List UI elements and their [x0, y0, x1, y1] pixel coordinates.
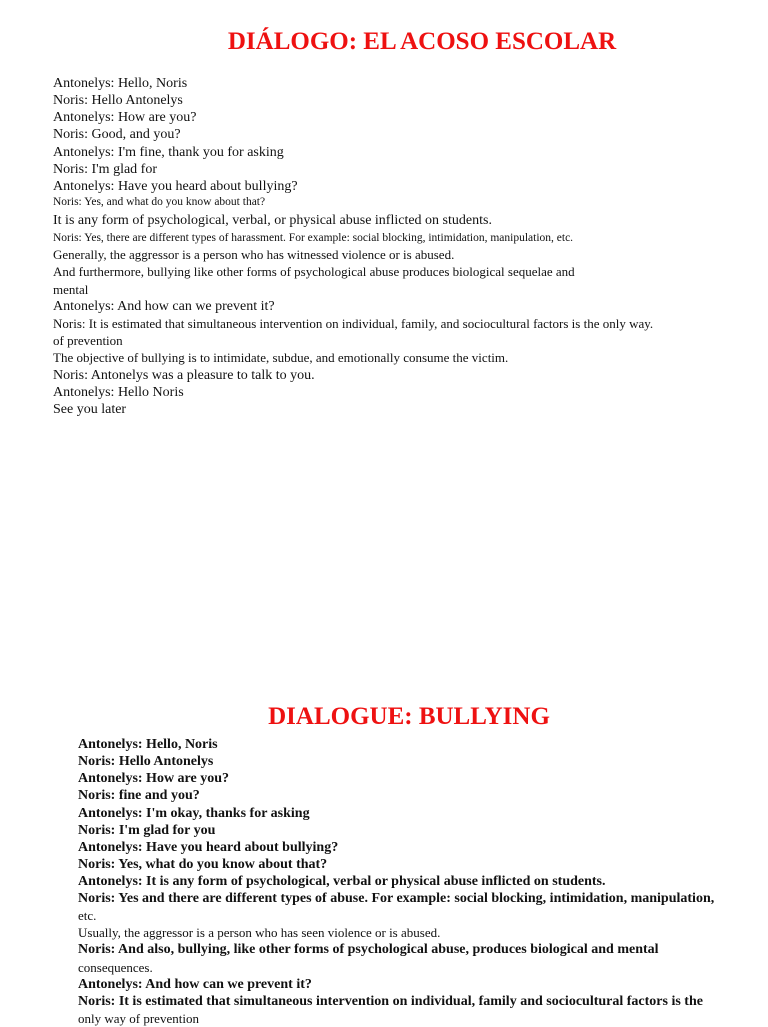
dialogue-line: Noris: Yes and there are different types of abuse. For example: social blocking, intimidation, manipulation, [78, 891, 715, 906]
dialogue-line: Noris: Antonelys was a pleasure to talk to you. [53, 368, 315, 383]
dialogue-line: The objective of bullying is to intimidate, subdue, and emotionally consume the victim. [53, 350, 509, 365]
section1-title: DIÁLOGO: EL ACOSO ESCOLAR [227, 28, 617, 55]
dialogue-line: Noris: fine and you? [78, 788, 200, 803]
dialogue-line: It is any form of psychological, verbal, or physical abuse inflicted on students. [53, 213, 492, 228]
dialogue-line: Noris: And also, bullying, like other forms of psychological abuse, produces biological and mental [78, 942, 659, 957]
dialogue-line: Antonelys: Have you heard about bullying? [53, 179, 298, 194]
dialogue-line: Antonelys: I'm okay, thanks for asking [78, 806, 310, 821]
dialogue-line: Antonelys: Hello, Noris [53, 76, 188, 91]
dialogue-line: Antonelys: And how can we prevent it? [78, 977, 312, 992]
dialogue-line: Noris: Yes, and what do you know about that? [53, 196, 266, 208]
dialogue-line: Antonelys: Hello Noris [53, 385, 184, 400]
dialogue-line: Noris: Hello Antonelys [78, 754, 214, 769]
dialogue-line: Noris: It is estimated that simultaneous intervention on individual, family and sociocultural factors is the [78, 994, 703, 1009]
dialogue-line: mental [53, 282, 89, 297]
dialogue-line: Antonelys: Hello, Noris [78, 737, 218, 752]
dialogue-line: etc. [78, 908, 97, 923]
dialogue-line: of prevention [53, 333, 123, 348]
dialogue-line: Noris: Yes, what do you know about that? [78, 857, 328, 872]
dialogue-line: Antonelys: It is any form of psychological, verbal or physical abuse inflicted on students. [78, 874, 606, 889]
dialogue-line: Antonelys: How are you? [53, 110, 197, 125]
dialogue-line: Noris: Hello Antonelys [53, 93, 183, 108]
dialogue-line: Antonelys: How are you? [78, 771, 230, 786]
dialogue-line: only way of prevention [78, 1011, 199, 1026]
dialogue-line: Antonelys: And how can we prevent it? [53, 299, 275, 314]
dialogue-line: consequences. [78, 960, 153, 975]
dialogue-line: Noris: I'm glad for you [78, 823, 216, 838]
dialogue-line: Usually, the aggressor is a person who has seen violence or is abused. [78, 925, 441, 940]
dialogue-line: Noris: Yes, there are different types of harassment. For example: social blocking, intimidation, manipulation, etc. [53, 232, 574, 244]
dialogue-line: Generally, the aggressor is a person who has witnessed violence or is abused. [53, 247, 455, 262]
dialogue-line: Noris: It is estimated that simultaneous intervention on individual, family, and sociocultural factors is the only way. [53, 316, 654, 331]
dialogue-line: See you later [53, 402, 127, 417]
dialogue-line: And furthermore, bullying like other forms of psychological abuse produces biological sequelae and [53, 264, 575, 279]
dialogue-line: Noris: Good, and you? [53, 127, 181, 142]
dialogue-line: Noris: I'm glad for [53, 162, 158, 177]
section2-title: DIALOGUE: BULLYING [268, 703, 550, 730]
dialogue-line: Antonelys: Have you heard about bullying? [78, 840, 339, 855]
dialogue-line: Antonelys: I'm fine, thank you for asking [53, 145, 284, 160]
